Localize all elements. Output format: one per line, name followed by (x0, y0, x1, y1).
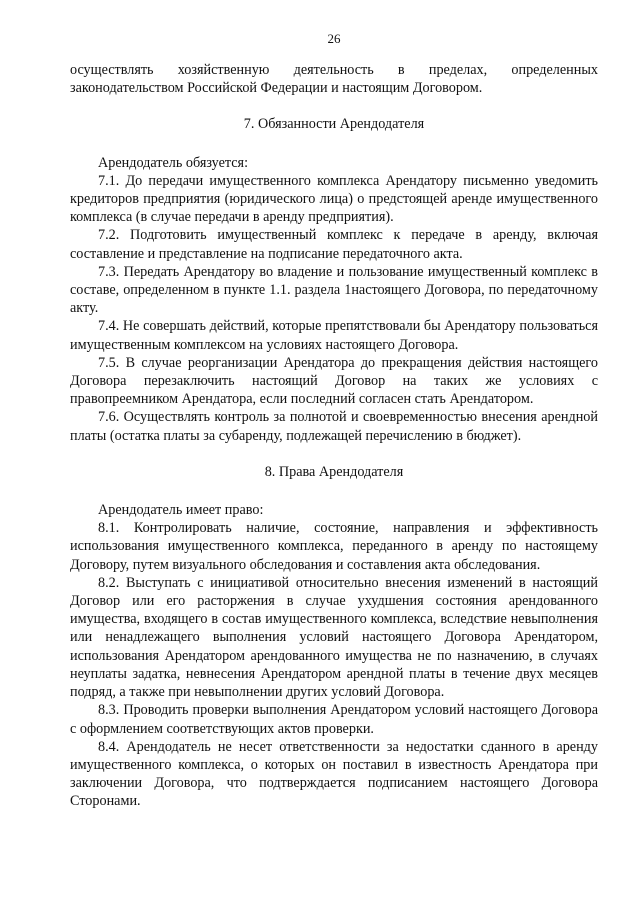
section-8-title: 8. Права Арендодателя (264, 463, 404, 480)
clause-7-5: 7.5. В случае реорганизации Арендатора до прекращения действия настоящего Договора перезаключить настоящий Договор на таких же условиях с правопреемником Арендатора, если последний согласен стать Арендатором. (70, 354, 598, 408)
section-8-intro: Арендодатель имеет право: (98, 502, 264, 519)
clause-7-6: 7.6. Осуществлять контроль за полнотой и своевременностью внесения арендной платы (остатка платы за субаренду, подлежащей перечислению в бюджет). (70, 409, 598, 444)
clause-7-3: 7.3. Передать Арендатору во владение и пользование имущественный комплекс в составе, определенном в пункте 1.1. раздела 1настоящего Договора, по передаточному акту. (70, 263, 598, 317)
section-7-intro: Арендодатель обязуется: (98, 154, 249, 171)
page-number: 26 (327, 31, 341, 46)
clause-8-1: 8.1. Контролировать наличие, состояние, направления и эффективность использования имущественного комплекса, переданного в аренду по настоящему Договору, путем визуального обследования и составления акта обследования. (70, 520, 598, 573)
clause-8-2: 8.2. Выступать с инициативой относительно внесения изменений в настоящий Договор или его расторжения в случае ухудшения состояния арендованного имущества, входящего в состав имущественного комплекса, вследствие невыполнения или ненадлежащего выполнения условий настоящего Договора Арендатором, использования Арендатором арендованного имущества не по назначению, в случаях неуплаты задатка, невнесения Арендатором арендной платы в течение двух месяцев подряд, а также при невыполнении других условий Договора. (70, 574, 598, 701)
clause-7-1: 7.1. До передачи имущественного комплекса Арендатору письменно уведомить кредиторов предприятия (юридического лица) о предстоящей аренде имущественного комплекса (в случае передачи в аренду предприятия). (70, 172, 598, 226)
clause-7-4: 7.4. Не совершать действий, которые препятствовали бы Арендатору пользоваться имущественным комплексом на условиях настоящего Договора. (70, 318, 598, 353)
opening-paragraph: осуществлять хозяйственную деятельность в пределах, определенных законодательством Российской Федерации и настоящим Договором. (70, 62, 598, 97)
clause-8-3: 8.3. Проводить проверки выполнения Арендатором условий настоящего Договора с оформлением соответствующих актов проверки. (70, 702, 598, 737)
clause-7-2: 7.2. Подготовить имущественный комплекс к передаче в аренду, включая составление и представление на подписание передаточного акта. (70, 227, 598, 262)
clause-8-4: 8.4. Арендодатель не несет ответственности за недостатки сданного в аренду имущественного комплекса, о которых он поставил в известность Арендатора при заключении Договора, что подтверждается подписанием настоящего Договора Сторонами. (70, 738, 598, 810)
section-7-title: 7. Обязанности Арендодателя (243, 116, 425, 133)
